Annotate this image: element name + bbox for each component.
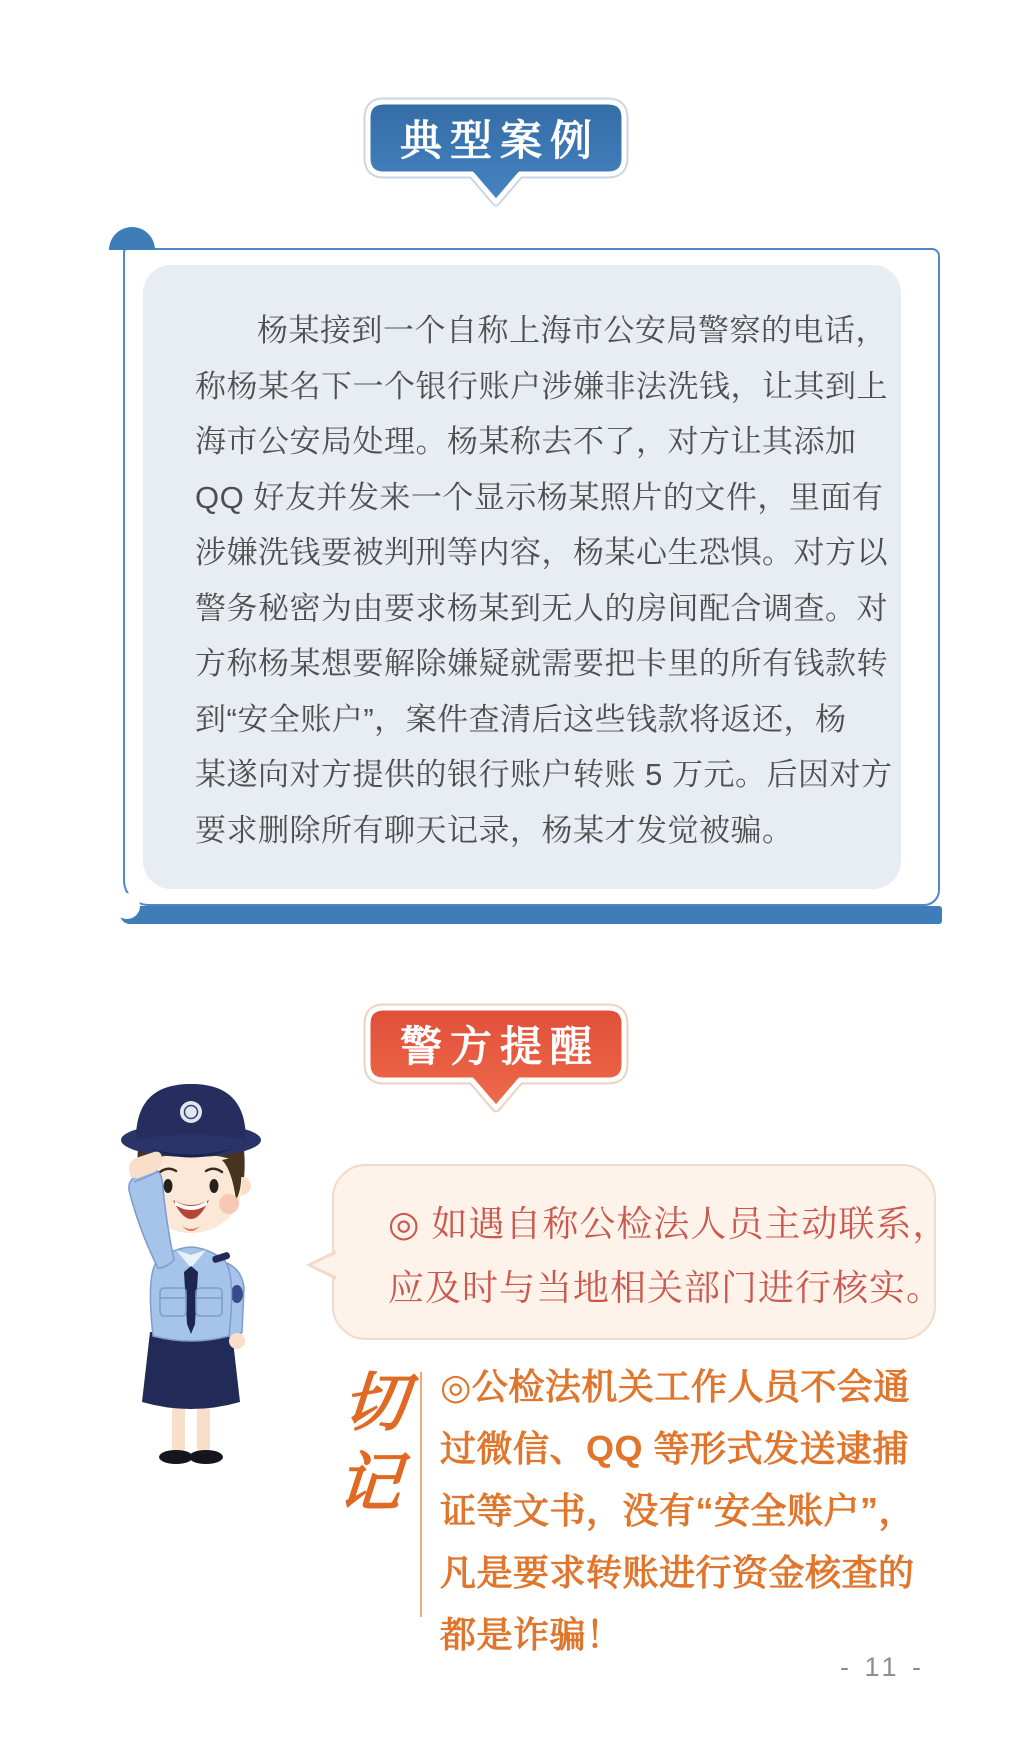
case-text-line: 杨某接到一个自称上海市公安局警察的电话，	[257, 313, 887, 348]
page-number: - 11 -	[839, 1652, 925, 1682]
typical-case-banner	[362, 96, 630, 208]
police-reminder-banner	[362, 1002, 630, 1114]
remember-keyword: 切记	[325, 1368, 408, 1528]
police-reminder-banner-label: 警方提醒	[399, 1025, 600, 1071]
paper-bottom-ribbon	[120, 906, 942, 924]
warning-text-line: 都是诈骗！	[440, 1614, 623, 1655]
ribbon-curl-notch	[114, 893, 140, 919]
saluting-police-officer-icon	[96, 1036, 286, 1466]
vertical-divider	[420, 1372, 422, 1617]
case-text-line: QQ 好友并发来一个显示杨某照片的文件，里面有	[195, 479, 884, 515]
police-officer-illustration	[96, 1036, 286, 1466]
case-text-line: 涉嫌洗钱要被判刑等内容，杨某心生恐惧。对方以	[195, 535, 888, 570]
case-text-line: 警务秘密为由要求杨某到无人的房间配合调查。对	[195, 590, 888, 626]
bubble-text-line: ◎ 如遇自称公检法人员主动联系，	[388, 1203, 950, 1244]
case-text-box	[143, 265, 901, 889]
warning-text-line: 凡是要求转账进行资金核查的	[440, 1552, 915, 1593]
typical-case-banner-label: 典型案例	[399, 119, 600, 165]
warning-text-block	[440, 1356, 920, 1666]
case-paper-sheet	[123, 248, 940, 906]
case-text-line: 方称杨某想要解除嫌疑就需要把卡里的所有钱款转	[195, 646, 888, 681]
case-text-line: 要求删除所有聊天记录，杨某才发觉被骗。	[195, 812, 794, 848]
warning-text-line: 过微信、QQ 等形式发送逮捕	[440, 1428, 910, 1469]
reminder-speech-bubble	[332, 1164, 950, 1340]
case-text-line: 某遂向对方提供的银行账户转账 5 万元。后因对方	[195, 757, 893, 792]
warning-text-line: ◎公检法机关工作人员不会通	[440, 1366, 910, 1407]
warning-text-line: 证等文书，没有“安全账户”，	[440, 1490, 916, 1531]
bubble-text-line: 应及时与当地相关部门进行核实。	[388, 1267, 944, 1308]
paper-corner-curl	[109, 227, 155, 250]
case-text-line: 海市公安局处理。杨某称去不了，对方让其添加	[195, 424, 857, 459]
case-text-line: 称杨某名下一个银行账户涉嫌非法洗钱，让其到上	[195, 368, 888, 404]
case-text-line: 到“安全账户”，案件查清后这些钱款将返还，杨	[195, 701, 847, 737]
